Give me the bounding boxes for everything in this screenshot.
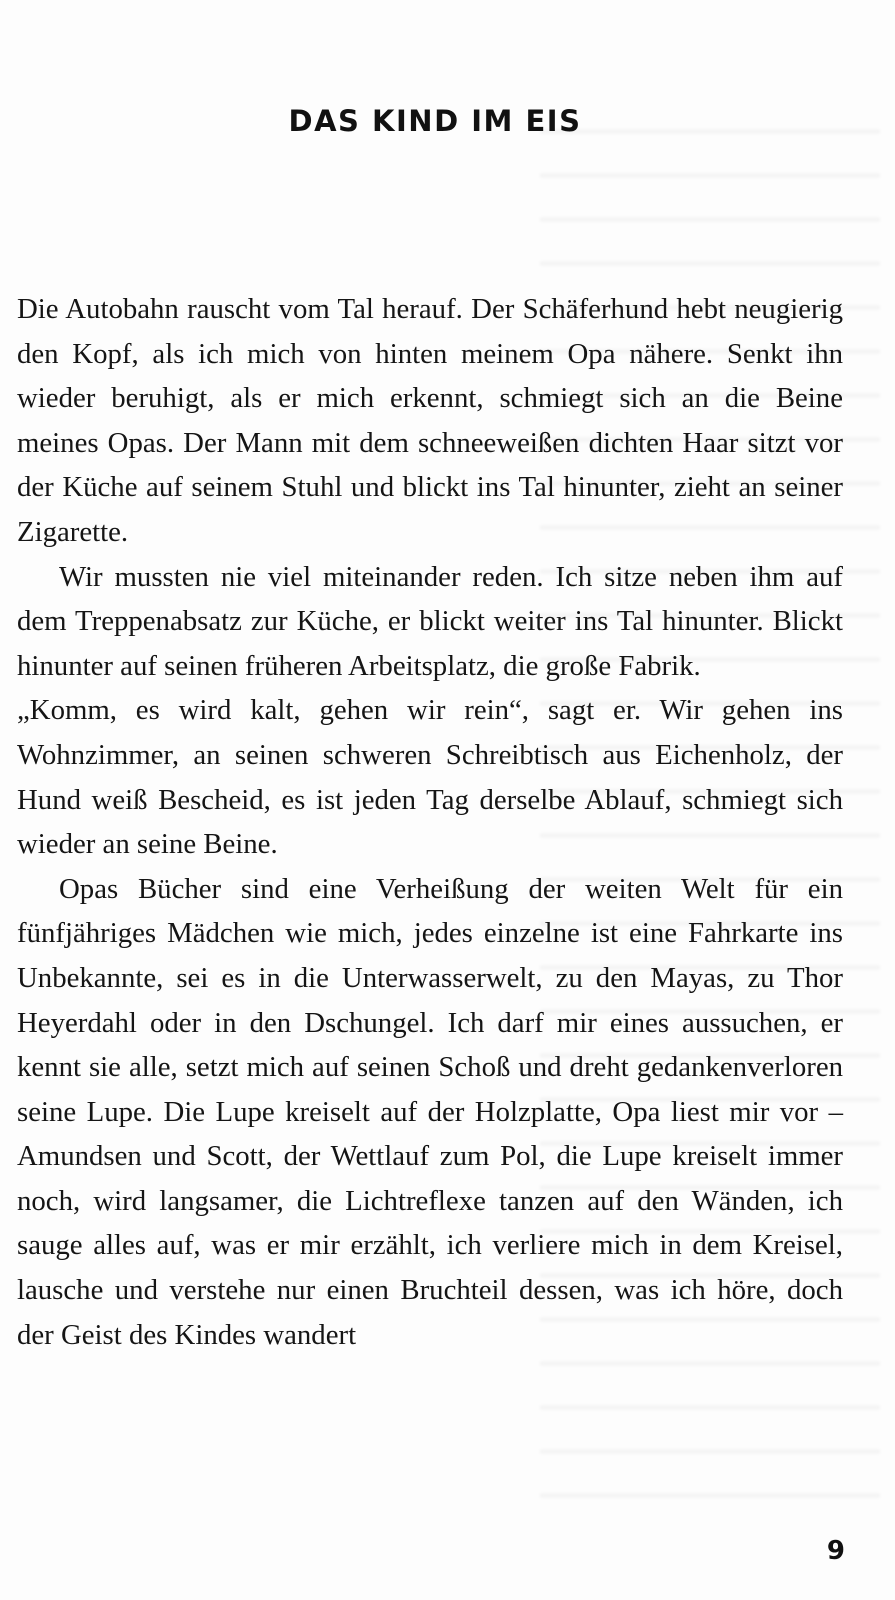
- paragraph: Wir mussten nie viel miteinander reden. Ich sitze neben ihm auf dem Treppenabsatz zur Küche, er blickt weiter ins Tal hinunter. Blickt hinunter auf seinen früheren Arbeitsplatz, die große Fabrik.: [17, 560, 843, 682]
- page-number: 9: [826, 1536, 845, 1566]
- paragraph: „Komm, es wird kalt, gehen wir rein“, sagt er. Wir gehen ins Wohnzimmer, an seinen schweren Schreibtisch aus Eichenholz, der Hund weiß Bescheid, es ist jeden Tag derselbe Ablauf, schmiegt sich wieder an seine Beine.: [17, 694, 843, 861]
- paragraph: Opas Bücher sind eine Verheißung der weiten Welt für ein fünfjähriges Mädchen wie mich, jedes einzelne ist eine Fahrkarte ins Unbekannte, sei es in die Unterwasserwelt, zu den Mayas, zu Thor Heyerdahl oder in den Dschungel. Ich darf mir eines aussuchen, er kennt sie alle, setzt mich auf seinen Schoß und dreht gedankenverloren seine Lupe. Die Lupe kreiselt auf der Holzplatte, Opa liest mir vor – Amundsen und Scott, der Wettlauf zum Pol, die Lupe kreiselt immer noch, wird langsamer, die Lichtreflexe tanzen auf den Wänden, ich sauge alles auf, was er mir erzählt, ich verliere mich in dem Kreisel, lausche und verstehe nur einen Bruchteil dessen, was ich höre, doch der Geist des Kindes wandert: [17, 872, 843, 1351]
- paragraph: Die Autobahn rauscht vom Tal herauf. Der Schäferhund hebt neugierig den Kopf, als ich mich von hinten meinem Opa nähere. Senkt ihn wieder beruhigt, als er mich erkennt, schmiegt sich an die Beine meines Opas. Der Mann mit dem schneeweißen dichten Haar sitzt vor der Küche auf seinem Stuhl und blickt ins Tal hinunter, zieht an seiner Zigarette.: [17, 293, 843, 548]
- chapter-body: [17, 287, 843, 1357]
- chapter-title: DAS KIND IM EIS: [288, 104, 582, 138]
